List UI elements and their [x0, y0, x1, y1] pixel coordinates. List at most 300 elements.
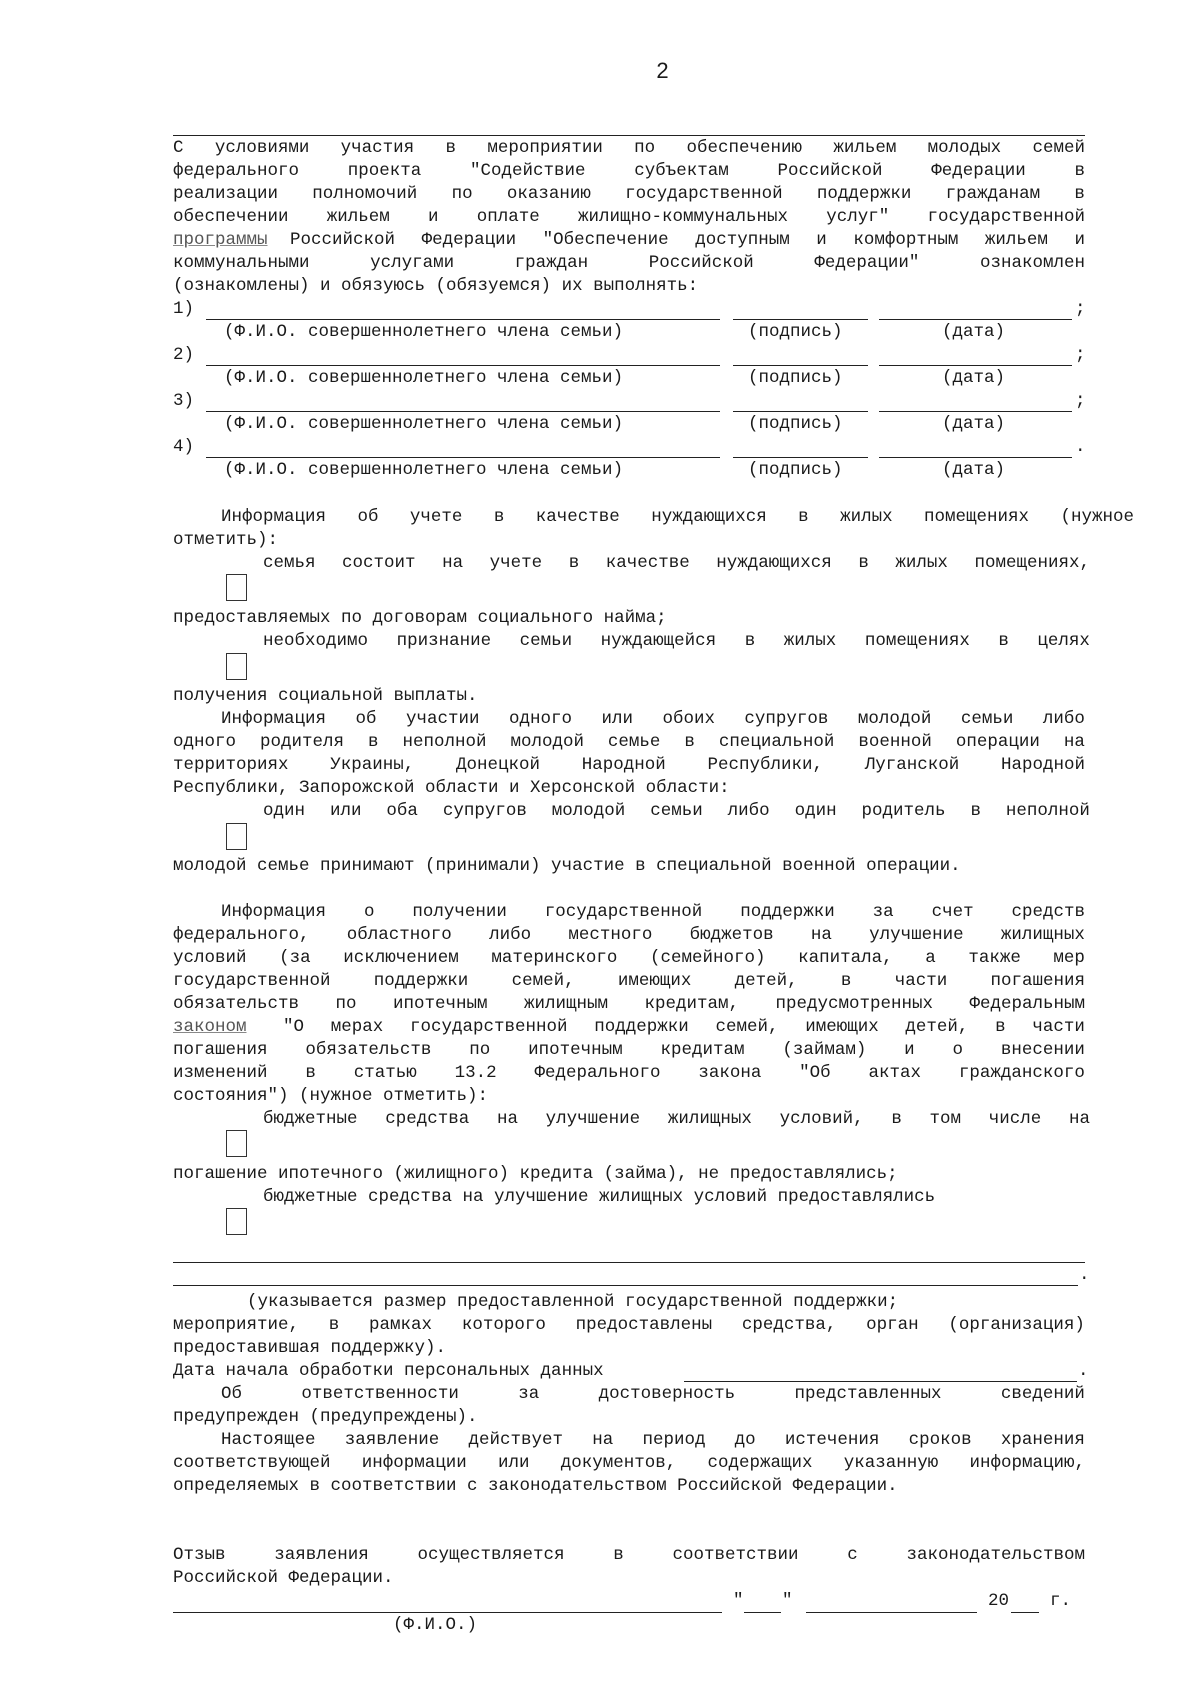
word: ипотечным	[528, 1040, 623, 1060]
word: погашения	[173, 1040, 268, 1060]
word: заявление	[344, 1430, 440, 1450]
word: в	[858, 553, 869, 573]
word: (нужное	[1060, 507, 1134, 527]
word: обеспечении	[173, 207, 289, 227]
footer-year-field[interactable]	[1011, 1612, 1039, 1613]
footer-month-field[interactable]	[806, 1612, 977, 1613]
revoke-line	[173, 1545, 1085, 1565]
signature-fio-field[interactable]	[206, 319, 720, 320]
word: обязательств	[173, 994, 300, 1014]
word: или	[601, 709, 633, 729]
word: поддержки	[594, 1017, 689, 1037]
signature-caption-fio: (Ф.И.О. совершеннолетнего члена семьи)	[224, 322, 624, 342]
word: капитала,	[798, 948, 893, 968]
word: Луганской	[864, 755, 960, 775]
word: обязательств	[305, 1040, 432, 1060]
word: осуществляется	[417, 1545, 565, 1565]
word: бюджетные	[263, 1109, 358, 1129]
word: с	[847, 1545, 858, 1565]
signature-fio-field[interactable]	[206, 457, 720, 458]
word: жилых	[895, 553, 948, 573]
top-rule	[173, 135, 1085, 136]
word: проекта	[347, 161, 422, 181]
word: поддержки	[373, 971, 469, 991]
word: по	[634, 138, 656, 158]
word: в	[367, 732, 379, 752]
signature-sign-field[interactable]	[733, 365, 868, 366]
signature-row-number: 3)	[173, 391, 195, 411]
word: части	[1032, 1017, 1085, 1037]
word: закона	[698, 1063, 762, 1083]
word: по	[451, 184, 473, 204]
word: в	[798, 507, 809, 527]
word: за	[518, 1384, 540, 1404]
p1-line	[173, 207, 1085, 227]
word: соответствующей	[173, 1453, 331, 1473]
footer-year-prefix: 20	[988, 1591, 1010, 1611]
signature-caption-fio: (Ф.И.О. совершеннолетнего члена семьи)	[224, 368, 624, 388]
word: и	[427, 207, 439, 227]
word: государственной	[173, 971, 331, 991]
word: а	[925, 948, 936, 968]
support-line	[173, 971, 1085, 991]
signature-sign-field[interactable]	[733, 319, 868, 320]
word: семья	[263, 553, 316, 573]
word: Украины,	[330, 755, 415, 775]
svo-line	[173, 732, 1085, 752]
word: государственной	[927, 207, 1085, 227]
support-line	[173, 994, 1085, 1014]
word: состоит	[342, 553, 416, 573]
word: числе	[988, 1109, 1042, 1129]
need-option1-line	[263, 553, 1090, 573]
footer-quote-close: "	[782, 1591, 793, 1611]
need-option2-checkbox[interactable]	[226, 653, 247, 680]
resp-line	[221, 1384, 1085, 1404]
p1-line	[173, 253, 1085, 273]
word: специальной	[718, 732, 835, 752]
word: молодой	[510, 732, 584, 752]
word: предусмотренных	[775, 994, 933, 1014]
signature-sign-field[interactable]	[733, 457, 868, 458]
word: жилищных	[1000, 925, 1085, 945]
support-amount-line-1[interactable]	[173, 1262, 1085, 1263]
word: об	[357, 507, 379, 527]
word: оба	[386, 801, 418, 821]
word: в	[998, 631, 1009, 651]
word: молодой	[551, 801, 626, 821]
word: законодательством	[906, 1545, 1085, 1565]
support-line	[173, 948, 1085, 968]
word: средства	[385, 1109, 470, 1129]
signature-row-number: 2)	[173, 345, 195, 365]
word: средств	[1011, 902, 1085, 922]
word: (организация)	[948, 1315, 1085, 1335]
word: Федерального	[534, 1063, 661, 1083]
signature-fio-field[interactable]	[206, 365, 720, 366]
need-intro-line2: отметить):	[173, 530, 279, 550]
word: представленных	[794, 1384, 942, 1404]
word: рамках	[369, 1315, 433, 1335]
word: (займам)	[782, 1040, 867, 1060]
word: нуждающихся	[716, 553, 832, 573]
word: в	[891, 1109, 902, 1129]
word: один	[794, 801, 837, 821]
word: семей,	[511, 971, 575, 991]
word: родителя	[259, 732, 344, 752]
signature-caption-fio: (Ф.И.О. совершеннолетнего члена семьи)	[224, 460, 624, 480]
word: в	[613, 1545, 624, 1565]
support-amount-period: .	[1079, 1265, 1090, 1285]
word: указанную	[843, 1453, 939, 1473]
word: поддержки	[816, 184, 912, 204]
zakon-link[interactable]: законом	[173, 1017, 247, 1037]
word: Российской	[777, 161, 883, 181]
word: улучшение	[869, 925, 964, 945]
word: детей,	[905, 1017, 969, 1037]
word: кредитам,	[644, 994, 739, 1014]
svo-last-line: Республики, Запорожской области и Херсонской области:	[173, 778, 730, 798]
word: нуждающихся	[651, 507, 767, 527]
word: Информация	[221, 902, 327, 922]
word: одного	[173, 732, 237, 752]
signature-row-end: ;	[1075, 345, 1086, 365]
word: учете	[489, 553, 543, 573]
word: семье	[607, 732, 661, 752]
word: "Обеспечение	[542, 230, 669, 250]
word: территориях	[173, 755, 289, 775]
validity-line	[173, 1453, 1085, 1473]
word: жильем	[833, 138, 897, 158]
support-option1-checkbox[interactable]	[226, 1130, 247, 1157]
word: и	[816, 230, 827, 250]
word: Народной	[1000, 755, 1085, 775]
support-line	[283, 1017, 1085, 1037]
word: мероприятии	[487, 138, 603, 158]
word: которого	[461, 1315, 546, 1335]
support-line	[173, 925, 1085, 945]
word: в	[445, 138, 456, 158]
word: неполной	[402, 732, 487, 752]
page-number: 2	[656, 58, 669, 83]
word: в	[995, 1017, 1006, 1037]
word: в	[1074, 161, 1085, 181]
footer-year-suffix: г.	[1050, 1591, 1072, 1611]
word: условий	[173, 948, 247, 968]
signature-fio-field[interactable]	[206, 411, 720, 412]
word: Федерации"	[814, 253, 920, 273]
word: военной	[858, 732, 932, 752]
word: заявления	[274, 1545, 369, 1565]
support-note-line1: (указывается размер предоставленной государственной поддержки;	[247, 1292, 899, 1312]
word: статью	[353, 1063, 417, 1083]
word: на	[1068, 1109, 1090, 1129]
footer-fio-field[interactable]	[173, 1612, 722, 1613]
word: по	[469, 1040, 491, 1060]
word: помещениях,	[974, 553, 1090, 573]
word: семьи	[519, 631, 573, 651]
word: жильем	[326, 207, 390, 227]
signature-caption-sign: (подпись)	[748, 414, 843, 434]
word: целях	[1037, 631, 1090, 651]
word: мероприятие,	[173, 1315, 300, 1335]
signature-sign-field[interactable]	[733, 411, 868, 412]
word: учете	[409, 507, 463, 527]
support-option2-checkbox[interactable]	[226, 1208, 247, 1235]
word: ипотечным	[392, 994, 488, 1014]
need-option1-checkbox[interactable]	[226, 574, 247, 601]
signature-row-number: 4)	[173, 437, 195, 457]
word: обоих	[662, 709, 715, 729]
signature-date-field[interactable]	[879, 365, 1072, 366]
word: мерах	[330, 1017, 384, 1037]
pdata-date-field[interactable]	[684, 1381, 1077, 1382]
word: поддержки	[740, 902, 835, 922]
word: Об	[221, 1384, 243, 1404]
support-line	[173, 1063, 1085, 1083]
validity-line	[221, 1430, 1085, 1450]
word: до	[734, 1430, 756, 1450]
svo-line	[221, 709, 1085, 729]
svo-option1-line2: молодой семье принимают (принимали) участие в специальной военной операции.	[173, 856, 961, 876]
p1-line	[173, 161, 1085, 181]
word: части	[894, 971, 948, 991]
svo-option1-line	[263, 801, 1090, 821]
word: содержащих	[707, 1453, 813, 1473]
word: на	[442, 553, 464, 573]
word: реализации	[173, 184, 279, 204]
signature-caption-fio: (Ф.И.О. совершеннолетнего члена семьи)	[224, 414, 624, 434]
word: помещениях	[864, 631, 970, 651]
svo-option1-checkbox[interactable]	[226, 823, 247, 850]
word: гражданского	[958, 1063, 1085, 1083]
signature-row-end: ;	[1075, 391, 1086, 411]
word: и	[904, 1040, 915, 1060]
p1-last-line: (ознакомлены) и обязуюсь (обязуемся) их выполнять:	[173, 276, 699, 296]
support-amount-line-2[interactable]	[173, 1285, 1078, 1286]
signature-caption-sign: (подпись)	[748, 322, 843, 342]
signature-date-field[interactable]	[879, 457, 1072, 458]
word: условиями	[214, 138, 310, 158]
footer-fio-caption: (Ф.И.О.)	[393, 1615, 478, 1635]
word: на	[1063, 732, 1085, 752]
support-line	[173, 1040, 1085, 1060]
word: жилищным	[523, 994, 608, 1014]
word: Федерации	[931, 161, 1026, 181]
word: на	[496, 1109, 518, 1129]
word: жилых	[840, 507, 893, 527]
word: 13.2	[454, 1063, 497, 1083]
signature-caption-date: (дата)	[942, 368, 1006, 388]
word: Настоящее	[221, 1430, 316, 1450]
word: хранения	[1000, 1430, 1085, 1450]
word: сведений	[1000, 1384, 1085, 1404]
validity-line3: определяемых в соответствии с законодательством Российской Федерации.	[173, 1476, 898, 1496]
word: ответственности	[301, 1384, 459, 1404]
word: "О	[283, 1017, 305, 1037]
word: помещениях	[924, 507, 1030, 527]
pdata-label: Дата начала обработки персональных данных	[173, 1361, 604, 1381]
p1-line	[173, 138, 1085, 158]
word: обеспечению	[686, 138, 803, 158]
word: информацию,	[969, 1453, 1085, 1473]
word: действует	[468, 1430, 563, 1450]
need-option2-line	[263, 631, 1090, 651]
word: государственной	[409, 1017, 568, 1037]
word: или	[498, 1453, 530, 1473]
programmy-link[interactable]: программы	[173, 230, 268, 250]
word: в	[970, 801, 981, 821]
word: предоставлены	[575, 1315, 713, 1335]
word: имеющих	[617, 971, 692, 991]
word: операции	[955, 732, 1040, 752]
word: государственной	[544, 902, 703, 922]
word: изменений	[173, 1063, 268, 1083]
word: оплате	[476, 207, 540, 227]
footer-quote-open: "	[733, 1591, 744, 1611]
word: за	[872, 902, 894, 922]
need-option1-line2: предоставляемых по договорам социального найма;	[173, 608, 667, 628]
word: документов,	[560, 1453, 677, 1473]
word: С	[173, 138, 184, 158]
support-line	[221, 902, 1085, 922]
word: том	[929, 1109, 962, 1129]
word: "Об	[799, 1063, 831, 1083]
support-note-line3: предоставившая поддержку).	[173, 1338, 447, 1358]
word: орган	[866, 1315, 919, 1335]
word: также	[968, 948, 1021, 968]
word: участии	[405, 709, 480, 729]
word: о	[363, 902, 375, 922]
word: на	[810, 925, 832, 945]
word: одного	[508, 709, 572, 729]
signature-date-field[interactable]	[879, 411, 1072, 412]
support-option1-line2: погашение ипотечного (жилищного) кредита (займа), не предоставлялись;	[173, 1164, 898, 1184]
word: граждан	[514, 253, 589, 273]
word: молодой	[857, 709, 932, 729]
word: федерального,	[173, 925, 310, 945]
word: в	[328, 1315, 340, 1335]
pdata-period: .	[1078, 1361, 1089, 1381]
word: качестве	[535, 507, 620, 527]
word: субъектам	[634, 161, 729, 181]
word: детей,	[734, 971, 798, 991]
word: (за	[279, 948, 311, 968]
word: полномочий	[312, 184, 418, 204]
word: услуг"	[826, 207, 890, 227]
signature-caption-date: (дата)	[942, 460, 1006, 480]
word: супругов	[442, 801, 527, 821]
word: Народной	[581, 755, 666, 775]
word: имеющих	[805, 1017, 879, 1037]
word: участия	[340, 138, 415, 158]
word: и	[1074, 230, 1085, 250]
need-intro-line	[221, 507, 1134, 527]
word: жильем	[984, 230, 1048, 250]
word: по	[335, 994, 357, 1014]
resp-line2: предупрежден (предупреждены).	[173, 1407, 478, 1427]
word: молодых	[927, 138, 1002, 158]
word: средства,	[741, 1315, 837, 1335]
word: жилищных	[667, 1109, 752, 1129]
word: либо	[489, 925, 532, 945]
signature-caption-date: (дата)	[942, 414, 1006, 434]
need-option2-line2: получения социальной выплаты.	[173, 686, 478, 706]
word: на	[592, 1430, 614, 1450]
word: Федеральным	[969, 994, 1085, 1014]
p1-line	[290, 230, 1085, 250]
word: материнского	[491, 948, 618, 968]
word: неполной	[1005, 801, 1090, 821]
word: Информация	[221, 507, 327, 527]
word: об	[355, 709, 377, 729]
word: в	[568, 553, 580, 573]
p1-line	[173, 184, 1085, 204]
word: внесении	[1000, 1040, 1085, 1060]
word: актах	[868, 1063, 922, 1083]
word: условий,	[779, 1109, 864, 1129]
word: исключением	[343, 948, 459, 968]
word: период	[642, 1430, 706, 1450]
word: погашения	[990, 971, 1085, 991]
footer-day-field[interactable]	[744, 1612, 781, 1613]
signature-date-field[interactable]	[879, 319, 1072, 320]
word: гражданам	[945, 184, 1041, 204]
word: или	[329, 801, 362, 821]
word: соответствии	[672, 1545, 799, 1565]
word: счет	[931, 902, 974, 922]
word: федерального	[173, 161, 300, 181]
word: достоверность	[598, 1384, 736, 1404]
word: качестве	[605, 553, 690, 573]
word: семей	[1032, 138, 1085, 158]
word: истечения	[784, 1430, 880, 1450]
support-last-line: состояния") (нужное отметить):	[173, 1086, 489, 1106]
word: Отзыв	[173, 1545, 226, 1565]
word: областного	[346, 925, 452, 945]
signature-caption-sign: (подпись)	[748, 460, 843, 480]
word: информации	[361, 1453, 467, 1473]
word: в	[744, 631, 756, 651]
word: комфортным	[853, 230, 959, 250]
word: семей,	[715, 1017, 779, 1037]
signature-row-number: 1)	[173, 299, 195, 319]
word: мер	[1053, 948, 1085, 968]
word: в	[305, 1063, 316, 1083]
word: родитель	[861, 801, 946, 821]
word: Информация	[221, 709, 327, 729]
word: супругов	[744, 709, 829, 729]
signature-caption-date: (дата)	[942, 322, 1006, 342]
word: в	[684, 732, 695, 752]
word: семьи	[650, 801, 703, 821]
support-note-line	[173, 1315, 1085, 1335]
support-option1-line	[263, 1109, 1090, 1129]
word: Федерации	[421, 230, 517, 250]
word: доступным	[695, 230, 790, 250]
word: ознакомлен	[979, 253, 1085, 273]
signature-caption-sign: (подпись)	[748, 368, 843, 388]
word: признание	[396, 631, 492, 651]
svo-line	[173, 755, 1085, 775]
word: услугами	[370, 253, 455, 273]
word: в	[1074, 184, 1085, 204]
word: улучшение	[545, 1109, 641, 1129]
word: бюджетов	[689, 925, 774, 945]
signature-row-end: .	[1075, 437, 1086, 457]
word: сроков	[908, 1430, 972, 1450]
word: Российской	[290, 230, 396, 250]
